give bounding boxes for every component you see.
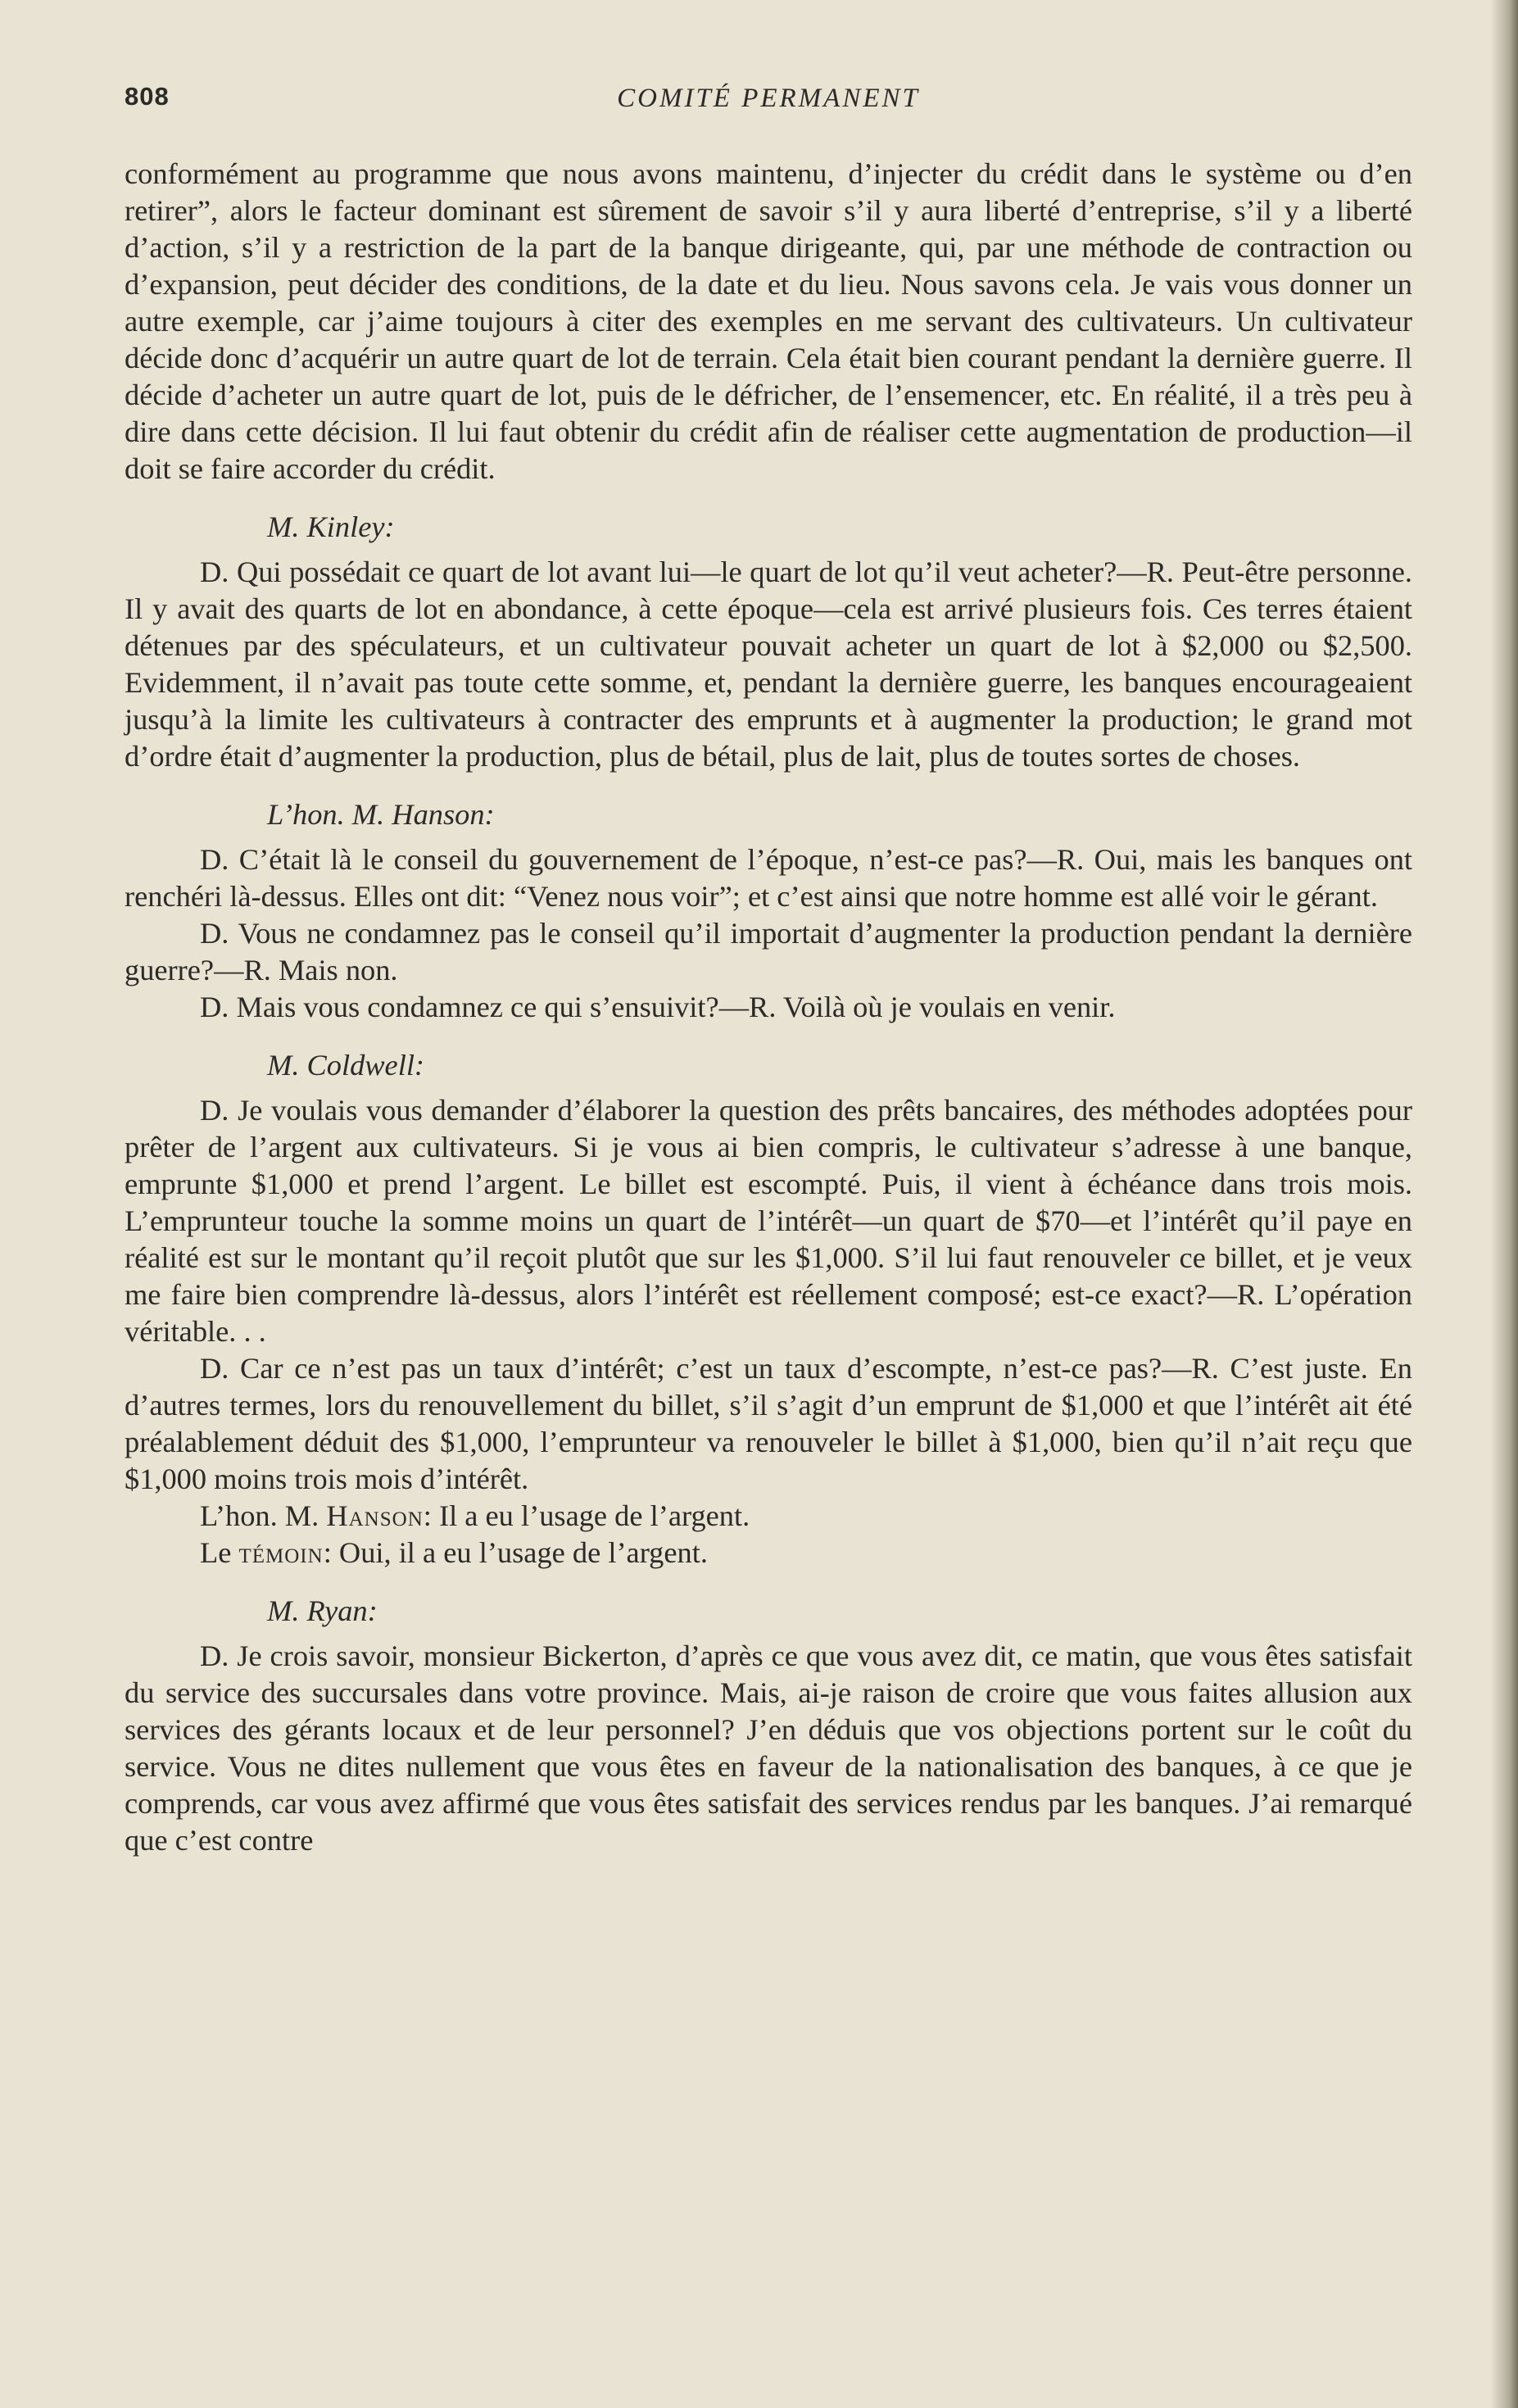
document-page <box>125 82 1412 1859</box>
paragraph: D. C’était là le conseil du gouvernement de l’époque, n’est-ce pas?—R. Oui, mais les banques ont renchéri là-dessus. Elles ont dit: “Venez nous voir”; et c’est ainsi que notre homme est allé voir le gérant. <box>125 843 1412 913</box>
speaker-heading: M. Ryan: <box>267 1594 378 1627</box>
page-header <box>125 82 1412 121</box>
paragraph: D. Mais vous condamnez ce qui s’ensuivit?—R. Voilà où je voulais en venir. <box>200 991 1116 1023</box>
speaker-heading: M. Coldwell: <box>267 1049 425 1082</box>
speaker-heading: L’hon. M. Hanson: <box>267 798 495 831</box>
paragraph: conformément au programme que nous avons maintenu, d’injecter du crédit dans le système ou d’en retirer”, alors le facteur dominant est sûrement de savoir s’il y aura liberté d’entreprise, s’il y a liberté d’action, s’il y a restriction de la part de la banque dirigeante, qui, par une méthode de contraction ou d’expansion, peut décider des conditions, de la date et du lieu. Nous savons cela. Je vais vous donner un autre exemple, car j’aime toujours à citer des exemples en me servant des cultivateurs. Un cultivateur décide donc d’acquérir un autre quart de lot de terrain. Cela était bien courant pendant la dernière guerre. Il décide d’acheter un autre quart de lot, puis de le défricher, de l’ensemencer, etc. En réalité, il a très peu à dire dans cette décision. Il lui faut obtenir du crédit afin de réaliser cette augmentation de production—il doit se faire accorder du crédit. <box>125 157 1412 485</box>
paragraph: D. Vous ne condamnez pas le conseil qu’il importait d’augmenter la production pendant la dernière guerre?—R. Mais non. <box>125 917 1412 986</box>
speaker-prefix: L’hon. M. <box>200 1499 327 1532</box>
paragraph: D. Je voulais vous demander d’élaborer la question des prêts bancaires, des méthodes adoptées pour prêter de l’argent aux cultivateurs. Si je vous ai bien compris, le cultivateur s’adresse à une banque, emprunte $1,000 et prend l’argent. Le billet est escompté. Puis, il vient à échéance dans trois mois. L’emprunteur touche la somme moins un quart de l’intérêt—un quart de $70—et l’intérêt qu’il paye en réalité est sur le montant qu’il reçoit plutôt que sur les $1,000. S’il lui faut renouveler ce billet, et je veux me faire bien comprendre là-dessus, alors l’intérêt est réellement composé; est-ce exact?—R. L’opération véritable. . . <box>125 1094 1412 1348</box>
speaker-statement: : Il a eu l’usage de l’argent. <box>423 1499 750 1532</box>
paragraph <box>125 1535 1412 1571</box>
page-number: 808 <box>125 82 170 111</box>
paragraph: D. Car ce n’est pas un taux d’intérêt; c’est un taux d’escompte, n’est-ce pas?—R. C’est juste. En d’autres termes, lors du renouvellement du billet, s’il s’agit d’un emprunt de $1,000 et que l’intérêt ait été préalablement déduit des $1,000, l’emprunteur va renouveler le billet à $1,000, bien qu’il n’ait reçu que $1,000 moins trois mois d’intérêt. <box>125 1352 1412 1495</box>
paragraph <box>125 1498 1412 1535</box>
paragraph: D. Je crois savoir, monsieur Bickerton, d’après ce que vous avez dit, ce matin, que vous êtes satisfait du service des succursales dans votre province. Mais, ai-je raison de croire que vous faites allusion aux services des gérants locaux et de leur personnel? J’en déduis que vos objections portent sur le coût du service. Vous ne dites nullement que vous êtes en faveur de la nationalisation des banques, à ce que je comprends, car vous avez affirmé que vous êtes satisfait des services rendus par les banques. J’ai remarqué que c’est contre <box>125 1639 1412 1857</box>
paragraph: D. Qui possédait ce quart de lot avant lui—le quart de lot qu’il veut acheter?—R. Peut-être personne. Il y avait des quarts de lot en abondance, à cette époque—cela est arrivé plusieurs fois. Ces terres étaient détenues par des spéculateurs, et un cultivateur pouvait acheter un quart de lot à $2,000 ou $2,500. Evidemment, il n’avait pas toute cette somme, et, pendant la dernière guerre, les banques encourageaient jusqu’à la limite les cultivateurs à contracter des emprunts et à augmenter la production; le grand mot d’ordre était d’augmenter la production, plus de bétail, plus de lait, plus de toutes sortes de choses. <box>125 556 1412 773</box>
speaker-heading: M. Kinley: <box>267 510 395 543</box>
speaker-prefix: Le <box>200 1536 239 1569</box>
page-edge-shadow <box>1490 0 1518 2408</box>
speaker-name-small-caps: Hanson <box>326 1499 424 1532</box>
speaker-name-small-caps: témoin <box>238 1536 324 1569</box>
running-title: COMITÉ PERMANENT <box>617 84 920 113</box>
speaker-statement: : Oui, il a eu l’usage de l’argent. <box>323 1536 708 1569</box>
document-body <box>125 156 1412 1859</box>
